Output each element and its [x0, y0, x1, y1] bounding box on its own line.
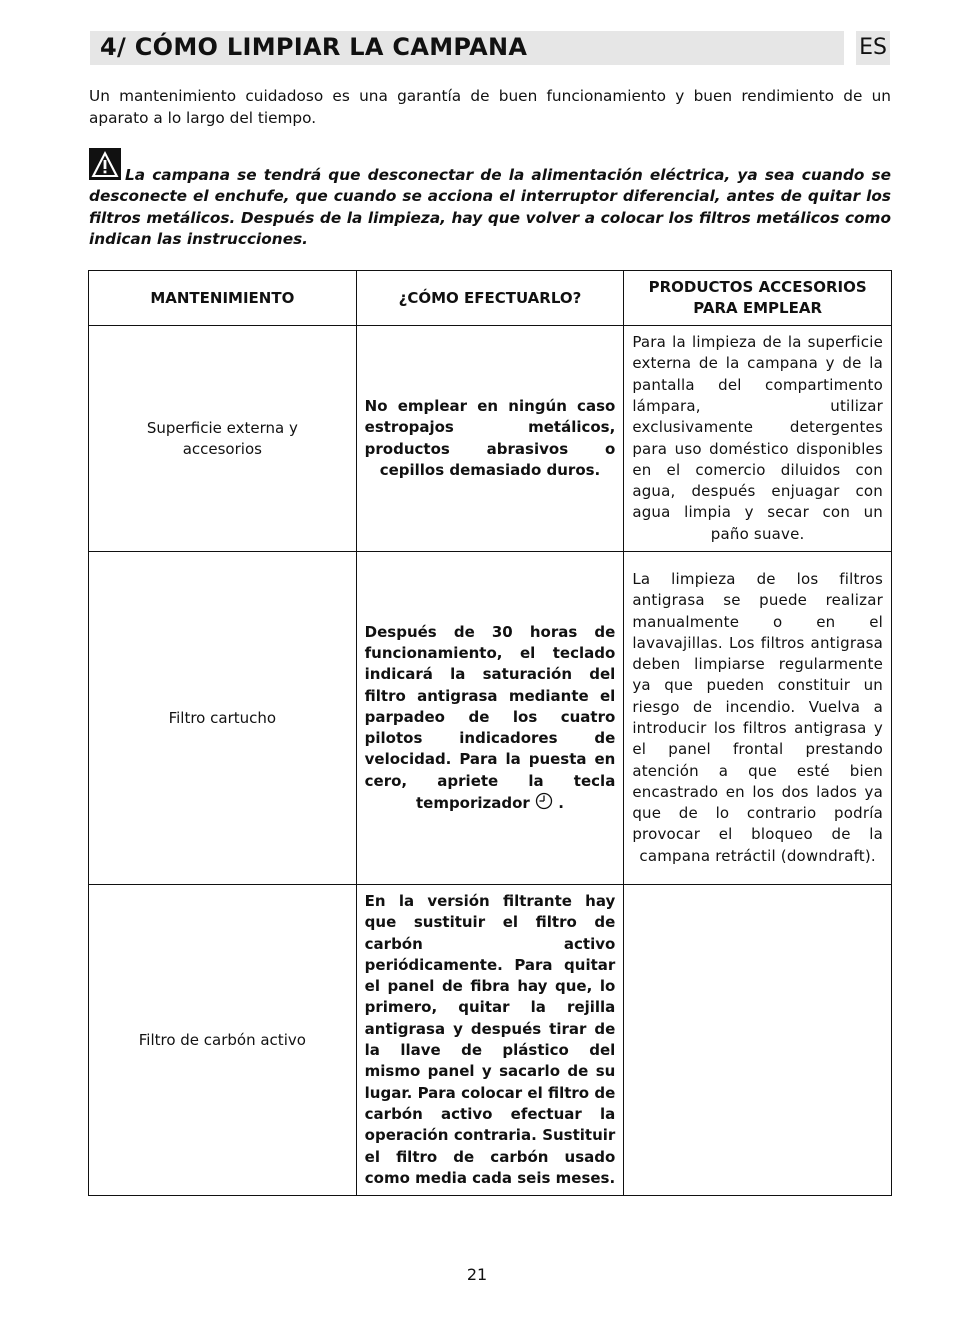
row-products: La limpieza de los filtros antigrasa se puede realizar manualmente o en el lavavajillas. Los filtros antigrasa deben limpiarse regularmente ya que pueden constituir un riesgo de incendio. Vuelva a introducir los filtros antigrasa y el panel frontal prestando atención a que esté bien encastrado en los dos lados ya que de lo contrario podría provocar el bloqueo de la campana retráctil (downdraft).: [624, 552, 892, 885]
row-name: Filtro de carbón activo: [89, 885, 357, 1196]
row-name: Filtro cartucho: [89, 552, 357, 885]
table-header-row: [89, 271, 892, 326]
row-products: [624, 885, 892, 1196]
row-name: Superficie externa y accesorios: [89, 326, 357, 552]
page-title: 4/ CÓMO LIMPIAR LA CAMPANA: [100, 33, 528, 61]
language-badge: ES: [856, 31, 890, 65]
section-title-bar: [90, 31, 844, 65]
row-how: [356, 552, 624, 885]
row-how: No emplear en ningún caso estropajos metálicos, productos abrasivos o cepillos demasiado duros.: [356, 326, 624, 552]
table-row: [89, 885, 892, 1196]
maintenance-table: [88, 270, 892, 1196]
timer-icon: [535, 792, 553, 810]
row-products: Para la limpieza de la superficie externa de la campana y de la pantalla del compartimento lámpara, utilizar exclusivamente detergentes para uso doméstico disponibles en el comercio diluidos con agua, después enjuagar con agua limpia y secar con un paño suave.: [624, 326, 892, 552]
warning-text: La campana se tendrá que desconectar de la alimentación eléctrica, ya sea cuando se desconecte el enchufe, que cuando se acciona el interruptor diferencial, antes de quitar los filtros metálicos. Después de la limpieza, hay que volver a colocar los filtros metálicos como indican las instrucciones.: [89, 166, 891, 248]
page-number: 21: [466, 1265, 488, 1284]
table-row: [89, 552, 892, 885]
row-how: En la versión filtrante hay que sustituir el filtro de carbón activo periódicamente. Para quitar el panel de fibra hay que, lo primero, quitar la rejilla antigrasa y después tirar de la llave de plástico del mismo panel y sacarlo de su lugar. Para colocar el filtro de carbón activo efectuar la operación contraria. Sustituir el filtro de carbón usado como media cada seis meses.: [356, 885, 624, 1196]
header-how: ¿CÓMO EFECTUARLO?: [356, 271, 624, 326]
warning-paragraph: [89, 165, 891, 250]
row-how-end: .: [558, 794, 564, 813]
intro-paragraph: Un mantenimiento cuidadoso es una garantía de buen funcionamiento y buen rendimiento de un aparato a lo largo del tiempo.: [89, 87, 891, 127]
header-maintenance: MANTENIMIENTO: [89, 271, 357, 326]
row-how-text: Después de 30 horas de funcionamiento, el teclado indicará la saturación del filtro antigrasa mediante el parpadeo de los cuatro pilotos indicadores de velocidad. Para la puesta en cero, apriete la tecla temporizador: [364, 622, 616, 813]
header-products: PRODUCTOS ACCESORIOS PARA EMPLEAR: [624, 271, 892, 326]
table-row: [89, 326, 892, 552]
